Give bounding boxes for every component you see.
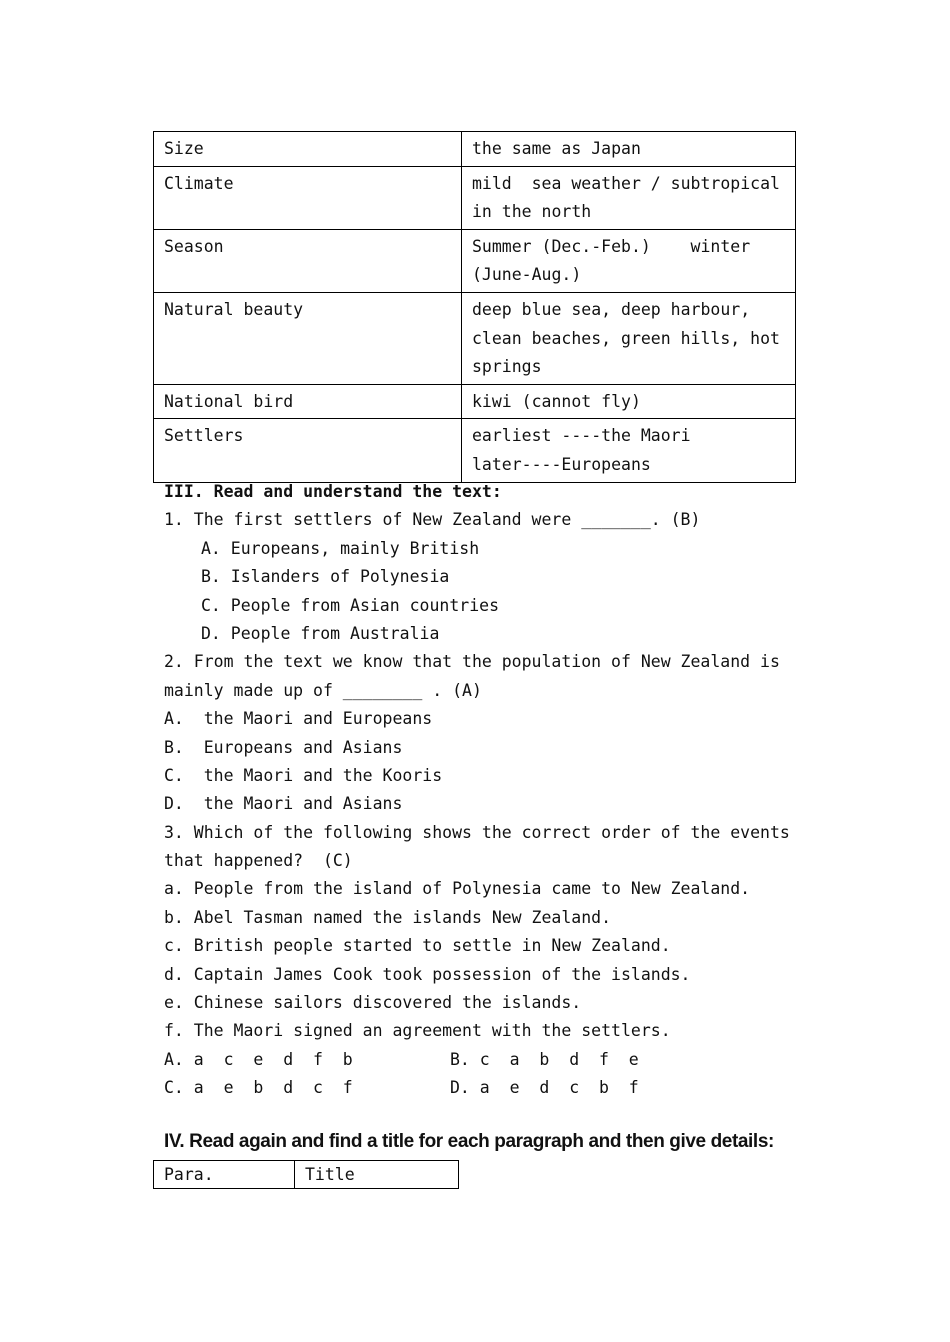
question-stem: that happened? (C) (164, 851, 353, 871)
table-row (154, 384, 796, 419)
fact-value-line: kiwi (cannot fly) (472, 391, 641, 411)
fact-value-line: earliest ----the Maori (472, 426, 691, 446)
question-stem: mainly made up of ________ . (A) (164, 680, 482, 700)
fact-key: Natural beauty (154, 292, 462, 384)
answer-option: A. the Maori and Europeans (164, 709, 433, 729)
paragraph-title-table (153, 1160, 459, 1189)
column-header: Title (295, 1161, 459, 1189)
answer-option: B. c a b d f e (450, 1049, 639, 1069)
table-row (154, 132, 796, 167)
event-item: e. Chinese sailors discovered the islands. (164, 993, 582, 1013)
answer-option: B. Europeans and Asians (164, 737, 403, 757)
fact-value-line: in the north (472, 202, 592, 222)
event-item: c. British people started to settle in New Zealand. (164, 936, 671, 956)
answer-options-row (164, 1074, 804, 1102)
answer-option: C. a e b d c f (164, 1078, 353, 1098)
answer-option: C. the Maori and the Kooris (164, 765, 443, 785)
fact-value-line: Summer (Dec.-Feb.) winter (472, 236, 751, 256)
event-item: a. People from the island of Polynesia came to New Zealand. (164, 879, 751, 899)
fact-value-line: clean beaches, green hills, hot (472, 328, 780, 348)
fact-value (462, 384, 796, 419)
fact-value-line: deep blue sea, deep harbour, (472, 299, 751, 319)
fact-value (462, 166, 796, 229)
section-reading-comprehension (164, 478, 804, 1103)
section-heading: III. Read and understand the text: (164, 482, 502, 501)
fact-value-line: mild sea weather / subtropical (472, 173, 780, 193)
event-item: d. Captain James Cook took possession of the islands. (164, 964, 691, 984)
table-row (154, 166, 796, 229)
fact-value-line: (June-Aug.) (472, 265, 582, 285)
facts-table (153, 131, 796, 483)
answer-option: A. Europeans, mainly British (201, 538, 480, 558)
column-header: Para. (154, 1161, 295, 1189)
fact-value (462, 292, 796, 384)
answer-option: D. a e d c b f (450, 1078, 639, 1098)
fact-key: Size (154, 132, 462, 167)
fact-value (462, 419, 796, 482)
fact-value (462, 132, 796, 167)
table-row (154, 292, 796, 384)
answer-option: B. Islanders of Polynesia (201, 567, 450, 587)
fact-key: National bird (154, 384, 462, 419)
fact-value-line: later----Europeans (472, 454, 651, 474)
answer-option: D. the Maori and Asians (164, 794, 403, 814)
question-stem: 3. Which of the following shows the correct order of the events (164, 822, 790, 842)
fact-key: Climate (154, 166, 462, 229)
question-stem: 1. The first settlers of New Zealand were _______. (B) (164, 510, 701, 530)
event-item: f. The Maori signed an agreement with the settlers. (164, 1021, 671, 1041)
fact-value (462, 229, 796, 292)
answer-option: D. People from Australia (201, 623, 440, 643)
fact-value-line: the same as Japan (472, 139, 641, 158)
answer-option: C. People from Asian countries (201, 595, 500, 615)
fact-key: Settlers (154, 419, 462, 482)
event-item: b. Abel Tasman named the islands New Zealand. (164, 907, 612, 927)
answer-options-row (164, 1046, 804, 1074)
table-row (154, 419, 796, 482)
table-header-row (154, 1161, 459, 1189)
question-stem: 2. From the text we know that the population of New Zealand is (164, 652, 780, 672)
section-heading: IV. Read again and find a title for each paragraph and then give details: (164, 1131, 774, 1152)
table-row (154, 229, 796, 292)
fact-value-line: springs (472, 357, 542, 377)
answer-option: A. a c e d f b (164, 1049, 353, 1069)
fact-key: Season (154, 229, 462, 292)
